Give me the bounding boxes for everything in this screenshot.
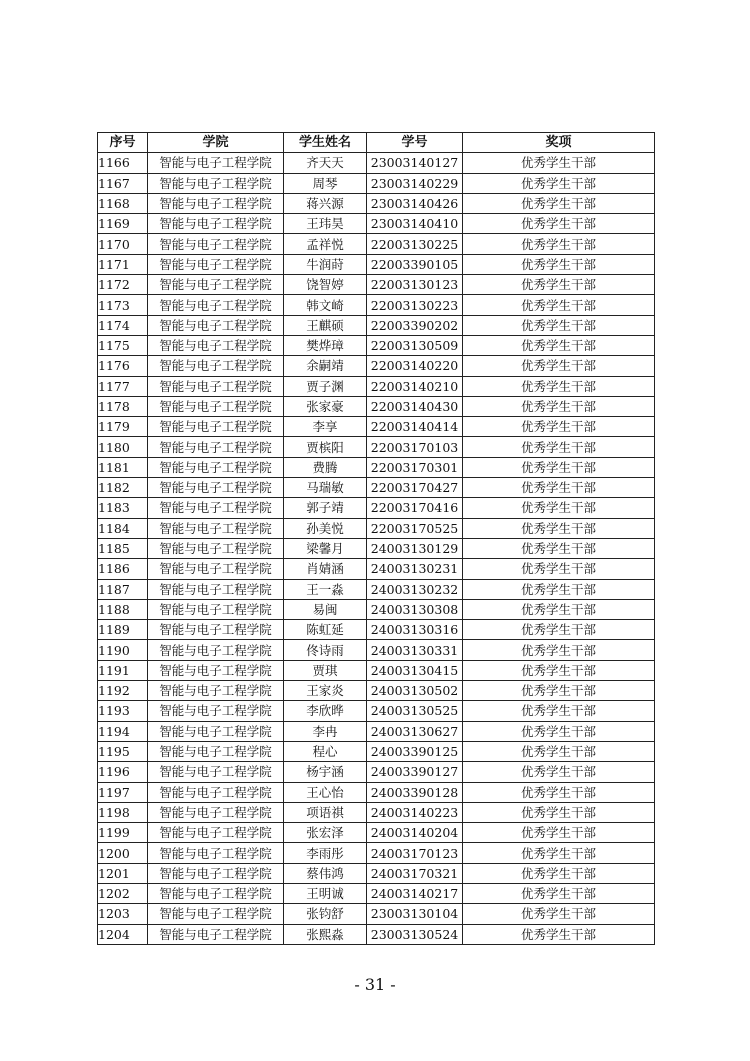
cell-no: 1187	[98, 579, 148, 599]
cell-student-id: 24003130316	[367, 620, 463, 640]
cell-student-id: 22003390202	[367, 315, 463, 335]
cell-award: 优秀学生干部	[463, 721, 655, 741]
cell-name: 王家炎	[284, 681, 367, 701]
cell-name: 佟诗雨	[284, 640, 367, 660]
cell-name: 张钧舒	[284, 904, 367, 924]
table-row	[98, 660, 655, 680]
cell-college: 智能与电子工程学院	[148, 396, 284, 416]
cell-no: 1204	[98, 924, 148, 944]
cell-no: 1177	[98, 376, 148, 396]
cell-no: 1171	[98, 254, 148, 274]
cell-name: 贾琪	[284, 660, 367, 680]
cell-name: 韩文崎	[284, 295, 367, 315]
cell-college: 智能与电子工程学院	[148, 863, 284, 883]
table-row	[98, 478, 655, 498]
page-number: - 31 -	[354, 975, 396, 994]
cell-student-id: 22003170427	[367, 478, 463, 498]
cell-award: 优秀学生干部	[463, 782, 655, 802]
cell-student-id: 22003140220	[367, 356, 463, 376]
cell-college: 智能与电子工程学院	[148, 518, 284, 538]
cell-award: 优秀学生干部	[463, 315, 655, 335]
cell-no: 1176	[98, 356, 148, 376]
cell-no: 1169	[98, 214, 148, 234]
cell-college: 智能与电子工程学院	[148, 741, 284, 761]
table-row	[98, 823, 655, 843]
table-row	[98, 173, 655, 193]
cell-name: 项语祺	[284, 802, 367, 822]
cell-no: 1188	[98, 599, 148, 619]
cell-award: 优秀学生干部	[463, 924, 655, 944]
cell-name: 马瑞敏	[284, 478, 367, 498]
cell-award: 优秀学生干部	[463, 518, 655, 538]
table-row	[98, 193, 655, 213]
cell-award: 优秀学生干部	[463, 681, 655, 701]
table-row	[98, 924, 655, 944]
table-row	[98, 802, 655, 822]
cell-no: 1183	[98, 498, 148, 518]
cell-award: 优秀学生干部	[463, 498, 655, 518]
table-row	[98, 356, 655, 376]
award-roster-table	[97, 132, 655, 945]
cell-no: 1184	[98, 518, 148, 538]
cell-no: 1199	[98, 823, 148, 843]
cell-college: 智能与电子工程学院	[148, 701, 284, 721]
cell-student-id: 24003130331	[367, 640, 463, 660]
cell-student-id: 22003130509	[367, 335, 463, 355]
cell-name: 郭子靖	[284, 498, 367, 518]
cell-student-id: 24003390127	[367, 762, 463, 782]
cell-student-id: 24003390128	[367, 782, 463, 802]
table-row	[98, 376, 655, 396]
cell-name: 牛润莳	[284, 254, 367, 274]
cell-student-id: 22003130225	[367, 234, 463, 254]
cell-award: 优秀学生干部	[463, 295, 655, 315]
cell-name: 孙美悦	[284, 518, 367, 538]
cell-no: 1203	[98, 904, 148, 924]
cell-student-id: 24003130308	[367, 599, 463, 619]
cell-student-id: 22003140414	[367, 417, 463, 437]
cell-name: 饶智婷	[284, 275, 367, 295]
cell-award: 优秀学生干部	[463, 802, 655, 822]
cell-student-id: 23003140127	[367, 153, 463, 173]
cell-award: 优秀学生干部	[463, 579, 655, 599]
cell-college: 智能与电子工程学院	[148, 275, 284, 295]
table-row	[98, 315, 655, 335]
cell-student-id: 22003170416	[367, 498, 463, 518]
cell-name: 贾子渊	[284, 376, 367, 396]
cell-no: 1166	[98, 153, 148, 173]
cell-college: 智能与电子工程学院	[148, 559, 284, 579]
cell-award: 优秀学生干部	[463, 234, 655, 254]
cell-no: 1174	[98, 315, 148, 335]
cell-college: 智能与电子工程学院	[148, 193, 284, 213]
cell-student-id: 22003390105	[367, 254, 463, 274]
cell-college: 智能与电子工程学院	[148, 295, 284, 315]
cell-college: 智能与电子工程学院	[148, 924, 284, 944]
cell-student-id: 22003130123	[367, 275, 463, 295]
cell-student-id: 24003130129	[367, 538, 463, 558]
cell-no: 1201	[98, 863, 148, 883]
cell-student-id: 24003140223	[367, 802, 463, 822]
table-row	[98, 640, 655, 660]
table-row	[98, 335, 655, 355]
table-row	[98, 457, 655, 477]
table-row	[98, 153, 655, 173]
cell-student-id: 22003170301	[367, 457, 463, 477]
cell-college: 智能与电子工程学院	[148, 214, 284, 234]
cell-award: 优秀学生干部	[463, 254, 655, 274]
table-row	[98, 620, 655, 640]
cell-award: 优秀学生干部	[463, 559, 655, 579]
table-row	[98, 762, 655, 782]
cell-no: 1173	[98, 295, 148, 315]
table-row	[98, 782, 655, 802]
cell-student-id: 22003140430	[367, 396, 463, 416]
cell-college: 智能与电子工程学院	[148, 538, 284, 558]
cell-name: 齐天天	[284, 153, 367, 173]
table-row	[98, 883, 655, 903]
cell-no: 1191	[98, 660, 148, 680]
cell-college: 智能与电子工程学院	[148, 173, 284, 193]
cell-name: 周琴	[284, 173, 367, 193]
cell-student-id: 24003140217	[367, 883, 463, 903]
table-row	[98, 701, 655, 721]
cell-college: 智能与电子工程学院	[148, 721, 284, 741]
table-row	[98, 843, 655, 863]
cell-award: 优秀学生干部	[463, 173, 655, 193]
cell-student-id: 23003140229	[367, 173, 463, 193]
cell-college: 智能与电子工程学院	[148, 599, 284, 619]
table-row	[98, 417, 655, 437]
table-row	[98, 396, 655, 416]
cell-award: 优秀学生干部	[463, 762, 655, 782]
cell-no: 1200	[98, 843, 148, 863]
table-row	[98, 681, 655, 701]
cell-student-id: 24003170321	[367, 863, 463, 883]
cell-college: 智能与电子工程学院	[148, 579, 284, 599]
cell-college: 智能与电子工程学院	[148, 457, 284, 477]
cell-award: 优秀学生干部	[463, 335, 655, 355]
cell-name: 王麒硕	[284, 315, 367, 335]
table-row	[98, 437, 655, 457]
cell-college: 智能与电子工程学院	[148, 762, 284, 782]
cell-student-id: 22003140210	[367, 376, 463, 396]
cell-award: 优秀学生干部	[463, 275, 655, 295]
cell-name: 王一淼	[284, 579, 367, 599]
table-header-row	[98, 133, 655, 153]
cell-award: 优秀学生干部	[463, 843, 655, 863]
cell-college: 智能与电子工程学院	[148, 660, 284, 680]
cell-college: 智能与电子工程学院	[148, 376, 284, 396]
cell-student-id: 24003140204	[367, 823, 463, 843]
cell-college: 智能与电子工程学院	[148, 234, 284, 254]
cell-college: 智能与电子工程学院	[148, 843, 284, 863]
cell-no: 1192	[98, 681, 148, 701]
cell-college: 智能与电子工程学院	[148, 640, 284, 660]
table-row	[98, 863, 655, 883]
table-row	[98, 214, 655, 234]
cell-college: 智能与电子工程学院	[148, 478, 284, 498]
cell-student-id: 23003140410	[367, 214, 463, 234]
cell-name: 王玮昊	[284, 214, 367, 234]
cell-name: 陈虹延	[284, 620, 367, 640]
cell-college: 智能与电子工程学院	[148, 883, 284, 903]
cell-no: 1178	[98, 396, 148, 416]
cell-college: 智能与电子工程学院	[148, 823, 284, 843]
cell-student-id: 24003390125	[367, 741, 463, 761]
cell-award: 优秀学生干部	[463, 437, 655, 457]
cell-award: 优秀学生干部	[463, 417, 655, 437]
cell-college: 智能与电子工程学院	[148, 681, 284, 701]
cell-student-id: 24003130232	[367, 579, 463, 599]
cell-college: 智能与电子工程学院	[148, 254, 284, 274]
cell-award: 优秀学生干部	[463, 376, 655, 396]
cell-student-id: 23003140426	[367, 193, 463, 213]
table-row	[98, 518, 655, 538]
table-row	[98, 234, 655, 254]
cell-no: 1202	[98, 883, 148, 903]
cell-name: 蒋兴源	[284, 193, 367, 213]
cell-no: 1198	[98, 802, 148, 822]
cell-college: 智能与电子工程学院	[148, 437, 284, 457]
cell-name: 樊烨璋	[284, 335, 367, 355]
cell-name: 孟祥悦	[284, 234, 367, 254]
cell-student-id: 24003130525	[367, 701, 463, 721]
cell-name: 费腾	[284, 457, 367, 477]
cell-no: 1182	[98, 478, 148, 498]
cell-college: 智能与电子工程学院	[148, 498, 284, 518]
cell-no: 1181	[98, 457, 148, 477]
cell-no: 1175	[98, 335, 148, 355]
cell-award: 优秀学生干部	[463, 701, 655, 721]
cell-name: 李欣晔	[284, 701, 367, 721]
cell-award: 优秀学生干部	[463, 904, 655, 924]
cell-award: 优秀学生干部	[463, 883, 655, 903]
cell-award: 优秀学生干部	[463, 214, 655, 234]
table-row	[98, 275, 655, 295]
table-row	[98, 904, 655, 924]
cell-name: 李雨彤	[284, 843, 367, 863]
cell-student-id: 24003130627	[367, 721, 463, 741]
table-row	[98, 538, 655, 558]
cell-no: 1185	[98, 538, 148, 558]
cell-name: 易闽	[284, 599, 367, 619]
table-row	[98, 254, 655, 274]
cell-no: 1190	[98, 640, 148, 660]
cell-no: 1168	[98, 193, 148, 213]
cell-name: 王心怡	[284, 782, 367, 802]
table-row	[98, 599, 655, 619]
table-row	[98, 579, 655, 599]
cell-college: 智能与电子工程学院	[148, 620, 284, 640]
cell-student-id: 24003130502	[367, 681, 463, 701]
cell-no: 1186	[98, 559, 148, 579]
table-row	[98, 295, 655, 315]
header-student-id: 学号	[367, 133, 463, 153]
cell-no: 1172	[98, 275, 148, 295]
cell-award: 优秀学生干部	[463, 660, 655, 680]
cell-college: 智能与电子工程学院	[148, 417, 284, 437]
cell-award: 优秀学生干部	[463, 599, 655, 619]
cell-student-id: 23003130104	[367, 904, 463, 924]
cell-no: 1179	[98, 417, 148, 437]
header-no: 序号	[98, 133, 148, 153]
cell-award: 优秀学生干部	[463, 823, 655, 843]
cell-college: 智能与电子工程学院	[148, 315, 284, 335]
header-award: 奖项	[463, 133, 655, 153]
cell-name: 张家豪	[284, 396, 367, 416]
cell-name: 蔡伟鸿	[284, 863, 367, 883]
cell-no: 1195	[98, 741, 148, 761]
cell-name: 余嗣靖	[284, 356, 367, 376]
cell-student-id: 22003130223	[367, 295, 463, 315]
cell-college: 智能与电子工程学院	[148, 904, 284, 924]
header-name: 学生姓名	[284, 133, 367, 153]
cell-college: 智能与电子工程学院	[148, 153, 284, 173]
cell-student-id: 24003130415	[367, 660, 463, 680]
cell-college: 智能与电子工程学院	[148, 802, 284, 822]
cell-name: 李享	[284, 417, 367, 437]
cell-no: 1189	[98, 620, 148, 640]
cell-college: 智能与电子工程学院	[148, 356, 284, 376]
cell-award: 优秀学生干部	[463, 457, 655, 477]
cell-name: 贾槟阳	[284, 437, 367, 457]
cell-college: 智能与电子工程学院	[148, 335, 284, 355]
table-row	[98, 721, 655, 741]
cell-award: 优秀学生干部	[463, 620, 655, 640]
cell-award: 优秀学生干部	[463, 478, 655, 498]
cell-college: 智能与电子工程学院	[148, 782, 284, 802]
cell-name: 张熙淼	[284, 924, 367, 944]
cell-student-id: 24003130231	[367, 559, 463, 579]
cell-no: 1193	[98, 701, 148, 721]
cell-no: 1197	[98, 782, 148, 802]
cell-award: 优秀学生干部	[463, 193, 655, 213]
cell-award: 优秀学生干部	[463, 396, 655, 416]
cell-student-id: 23003130524	[367, 924, 463, 944]
cell-name: 王明诚	[284, 883, 367, 903]
header-college: 学院	[148, 133, 284, 153]
cell-award: 优秀学生干部	[463, 153, 655, 173]
cell-name: 杨宇涵	[284, 762, 367, 782]
cell-award: 优秀学生干部	[463, 538, 655, 558]
table-row	[98, 498, 655, 518]
cell-name: 张宏泽	[284, 823, 367, 843]
cell-no: 1180	[98, 437, 148, 457]
cell-award: 优秀学生干部	[463, 741, 655, 761]
table-row	[98, 559, 655, 579]
cell-no: 1170	[98, 234, 148, 254]
cell-no: 1167	[98, 173, 148, 193]
cell-name: 程心	[284, 741, 367, 761]
cell-award: 优秀学生干部	[463, 640, 655, 660]
cell-no: 1196	[98, 762, 148, 782]
cell-name: 肖婧涵	[284, 559, 367, 579]
cell-award: 优秀学生干部	[463, 863, 655, 883]
cell-student-id: 22003170525	[367, 518, 463, 538]
cell-student-id: 24003170123	[367, 843, 463, 863]
cell-award: 优秀学生干部	[463, 356, 655, 376]
cell-name: 李冉	[284, 721, 367, 741]
table-row	[98, 741, 655, 761]
cell-name: 梁馨月	[284, 538, 367, 558]
cell-student-id: 22003170103	[367, 437, 463, 457]
table-body	[98, 153, 655, 945]
cell-no: 1194	[98, 721, 148, 741]
